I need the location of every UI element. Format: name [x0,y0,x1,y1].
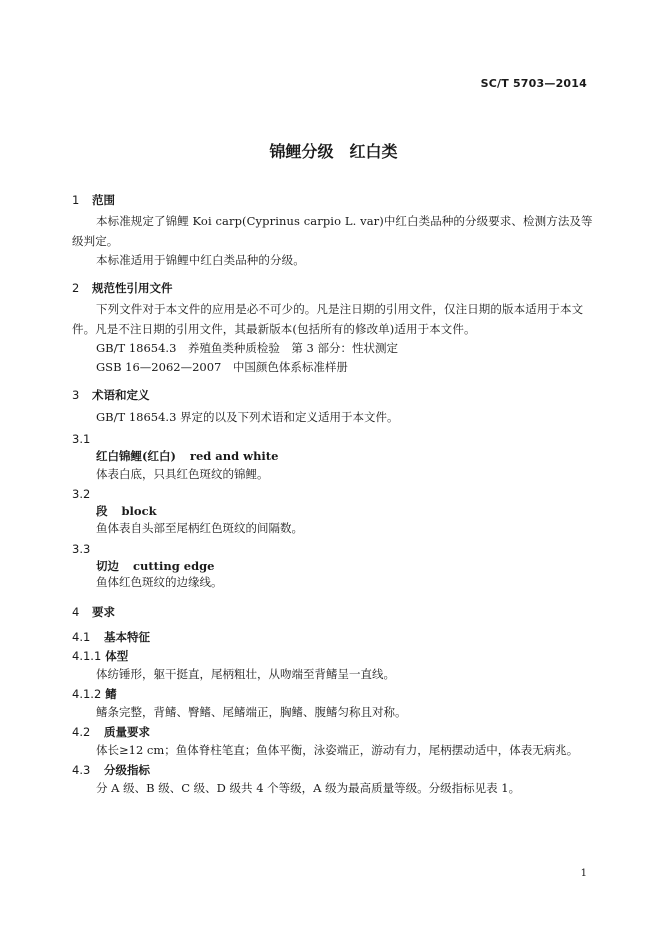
reference-item: GSB 16—2062—2007 中国颜色体系标准样册 [96,360,348,374]
section-1-heading [72,192,115,208]
body-shape-text: 体纺锤形，躯干挺直，尾柄粗壮，从吻端至背鳍呈一直线。 [96,667,395,681]
subsection-4-3-heading [72,762,150,778]
page-number: 1 [580,868,587,879]
term-chinese: 切边 [96,559,119,573]
term-number: 3.1 [72,432,91,446]
standard-number: SC/T 5703—2014 [480,77,587,90]
term-definition: 体表白底，只具红色斑纹的锦鲤。 [96,467,269,481]
subsection-4-1-heading [72,629,150,645]
subsection-number: 4.3 [72,763,91,777]
subsection-4-1-2-heading [72,686,117,702]
subsection-title: 质量要求 [104,725,150,739]
reference-item: GB/T 18654.3 养殖鱼类种质检验 第 3 部分：性状测定 [96,341,399,355]
term-entry [96,503,157,519]
subsection-number: 4.1.2 [72,687,102,701]
section-4-heading [72,604,115,620]
scope-paragraph-2: 本标准适用于锦鲤中红白类品种的分级。 [96,253,305,267]
subsection-title: 鳍 [105,687,117,701]
quality-requirement-text: 体长≥12 cm；鱼体脊柱笔直；鱼体平衡，泳姿端正，游动有力，尾柄摆动适中，体表无病兆。 [96,743,579,757]
section-number: 2 [72,281,80,295]
subsection-title: 基本特征 [104,630,150,644]
references-paragraph: 下列文件对于本文件的应用是必不可少的。凡是注日期的引用文件，仅注日期的版本适用于本文件。凡是不注日期的引用文件，其最新版本(包括所有的修改单)适用于本文件。 [72,302,584,336]
section-number: 1 [72,193,80,207]
term-entry [96,558,214,574]
term-english: block [121,504,157,518]
grading-index-text: 分 A 级、B 级、C 级、D 级共 4 个等级，A 级为最高质量等级。分级指标见表 1。 [96,781,521,795]
term-definition: 鱼体表自头部至尾柄红色斑纹的间隔数。 [96,521,303,535]
section-title: 术语和定义 [92,388,150,402]
subsection-number: 4.1.1 [72,649,102,663]
section-2-heading [72,280,173,296]
term-english: red and white [189,449,279,463]
fin-text: 鳍条完整，背鳍、臀鳍、尾鳍端正，胸鳍、腹鳍匀称且对称。 [96,705,407,719]
term-english: cutting edge [133,559,215,573]
term-chinese: 红白锦鲤(红白) [96,449,176,463]
subsection-title: 分级指标 [104,763,150,777]
section-3-heading [72,387,150,403]
subsection-number: 4.2 [72,725,91,739]
subsection-number: 4.1 [72,630,91,644]
term-entry [96,448,278,464]
subsection-4-1-1-heading [72,648,128,664]
subsection-title: 体型 [105,649,129,663]
section-title: 规范性引用文件 [92,281,173,295]
section-title: 要求 [92,605,116,619]
term-number: 3.2 [72,487,91,501]
document-title: 锦鲤分级 红白类 [269,142,398,161]
term-number: 3.3 [72,542,91,556]
subsection-4-2-heading [72,724,150,740]
terms-intro: GB/T 18654.3 界定的以及下列术语和定义适用于本文件。 [96,410,399,424]
term-definition: 鱼体红色斑纹的边缘线。 [96,575,223,589]
term-chinese: 段 [96,504,108,518]
scope-paragraph-1: 本标准规定了锦鲤 Koi carp(Cyprinus carpio L. var)中红白类品种的分级要求、检测方法及等级判定。 [72,214,593,248]
section-number: 3 [72,388,80,402]
section-number: 4 [72,605,80,619]
section-title: 范围 [92,193,116,207]
